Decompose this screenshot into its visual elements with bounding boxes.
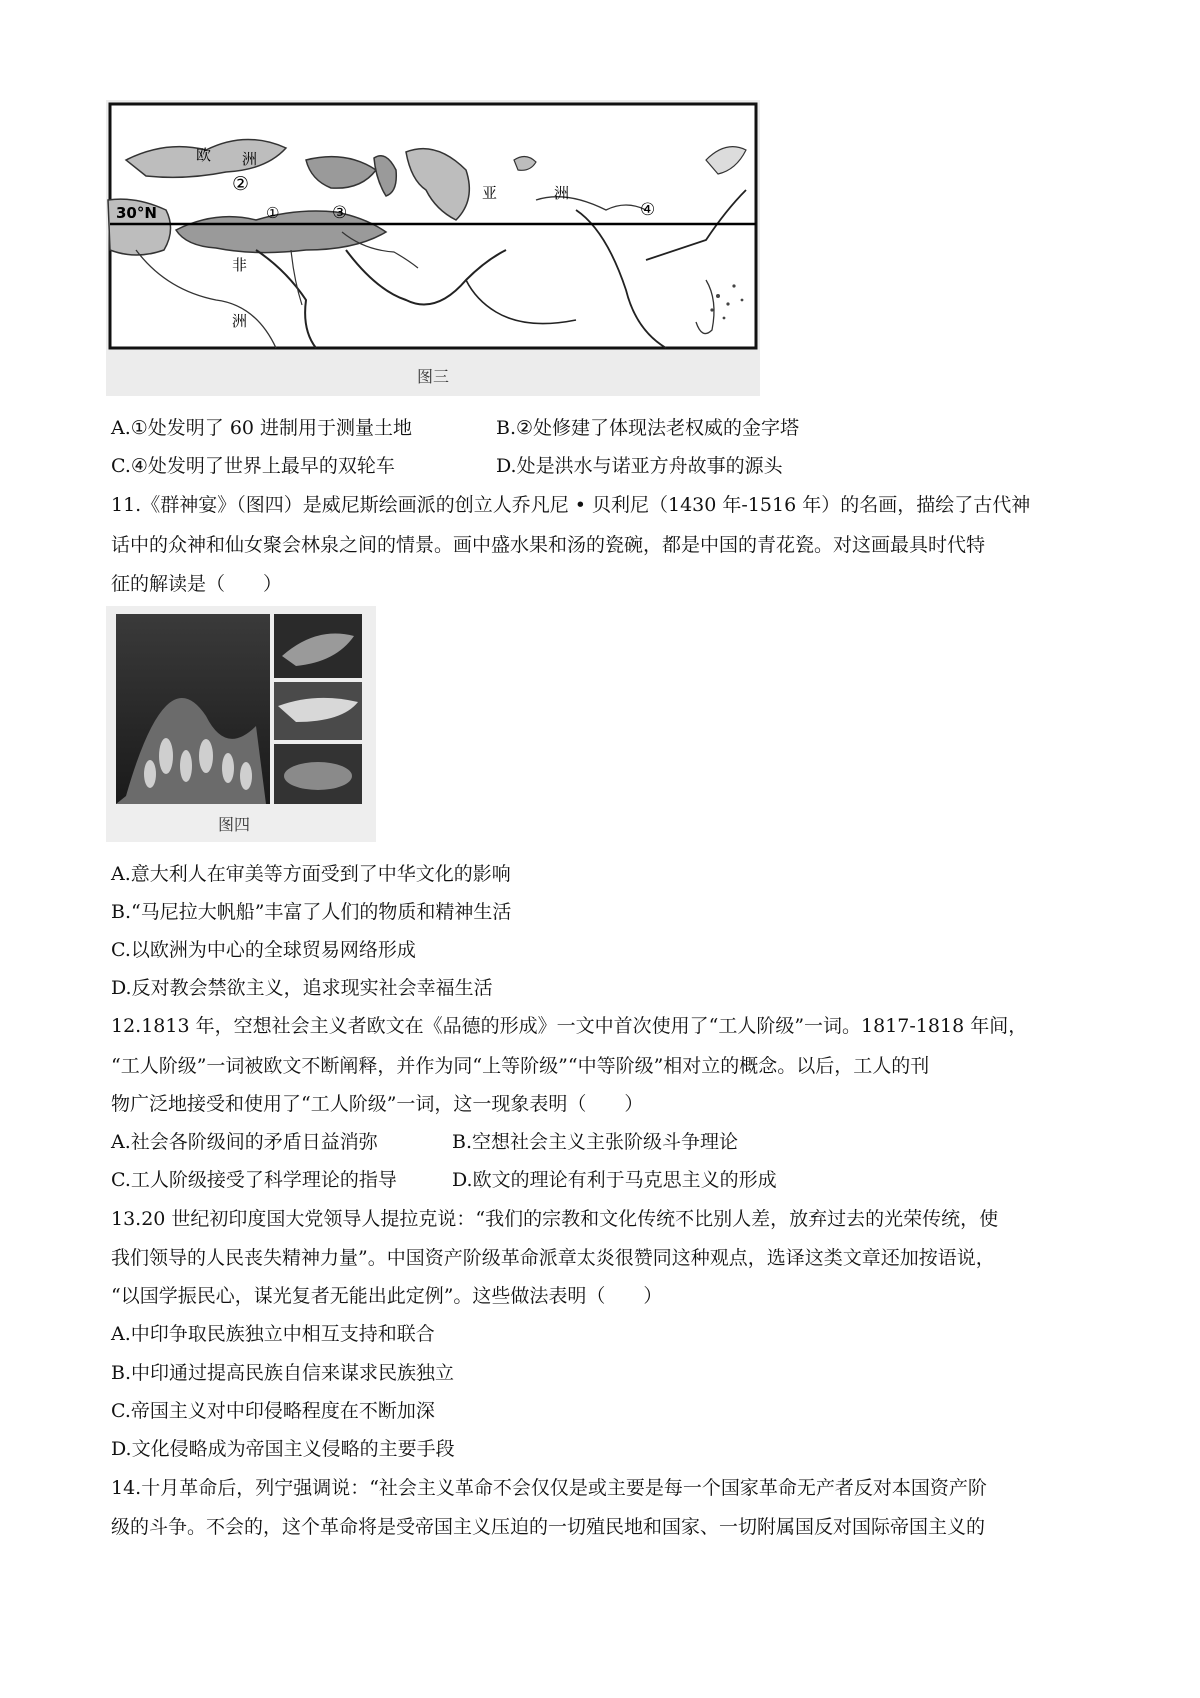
q11-option-c: C.以欧洲为中心的全球贸易网络形成: [111, 939, 416, 961]
q12-option-a: A.社会各阶级间的矛盾日益消弥: [111, 1131, 378, 1153]
q11-option-d: D.反对教会禁欲主义，追求现实社会幸福生活: [111, 977, 493, 999]
marker-2: ②: [232, 173, 250, 195]
q13-option-a: A.中印争取民族独立中相互支持和联合: [111, 1323, 435, 1345]
q11-option-a: A.意大利人在审美等方面受到了中华文化的影响: [111, 863, 511, 885]
q12-stem-line-1: 12.1813 年，空想社会主义者欧文在《品德的形成》一文中首次使用了“工人阶级”一词。1817-1818 年间，: [111, 1015, 1028, 1037]
q11-stem-line-3: 征的解读是（ ）: [111, 573, 283, 595]
q11-stem-line-1: 11.《群神宴》（图四）是威尼斯绘画派的创立人乔凡尼 • 贝利尼（1430 年-1516 年）的名画，描绘了古代神: [111, 494, 1031, 516]
q12-stem-line-2: “工人阶级”一词被欧文不断阐释，并作为同“上等阶级”“中等阶级”相对立的概念。以后，工人的刊: [111, 1055, 930, 1077]
q13-stem-line-1: 13.20 世纪初印度国大党领导人提拉克说：“我们的宗教和文化传统不比别人差，放弃过去的光荣传统，使: [111, 1208, 999, 1230]
q11-option-b: B.“马尼拉大帆船”丰富了人们的物质和精神生活: [111, 901, 512, 923]
q13-option-c: C.帝国主义对中印侵略程度在不断加深: [111, 1400, 435, 1422]
q10-option-b: B.②处修建了体现法老权威的金字塔: [496, 417, 800, 439]
q10-option-a: A.①处发明了 60 进制用于测量土地: [111, 417, 413, 439]
latitude-label: 30°N: [116, 204, 157, 222]
q12-option-b: B.空想社会主义主张阶级斗争理论: [452, 1131, 739, 1153]
q12-option-c: C.工人阶级接受了科学理论的指导: [111, 1169, 397, 1191]
q13-option-b: B.中印通过提高民族自信来谋求民族独立: [111, 1362, 455, 1384]
q10-option-c: C.④处发明了世界上最早的双轮车: [111, 455, 395, 477]
figure-3-map: [106, 100, 760, 396]
label-europe-1: 欧: [196, 146, 212, 164]
q13-stem-line-3: “以国学振民心，谋光复者无能出此定例”。这些做法表明（ ）: [111, 1285, 663, 1307]
marker-4: ④: [640, 200, 656, 220]
q13-stem-line-2: 我们领导的人民丧失精神力量”。中国资产阶级革命派章太炎很赞同这种观点，选译这类文章还加按语说，: [111, 1247, 995, 1269]
q10-option-d: D.处是洪水与诺亚方舟故事的源头: [496, 455, 783, 477]
q14-stem-line-2: 级的斗争。不会的，这个革命将是受帝国主义压迫的一切殖民地和国家、一切附属国反对国际帝国主义的: [111, 1516, 986, 1538]
q12-stem-line-3: 物广泛地接受和使用了“工人阶级”一词，这一现象表明（ ）: [111, 1093, 644, 1115]
painting-drawing: [106, 606, 376, 842]
label-africa-1: 非: [232, 256, 248, 274]
label-africa-2: 洲: [232, 312, 248, 330]
q12-option-d: D.欧文的理论有利于马克思主义的形成: [452, 1169, 777, 1191]
label-europe-2: 洲: [242, 150, 258, 168]
figure-3-caption: 图三: [416, 367, 449, 386]
q13-option-d: D.文化侵略成为帝国主义侵略的主要手段: [111, 1438, 455, 1460]
marker-3: ③: [332, 203, 348, 223]
q11-stem-line-2: 话中的众神和仙女聚会林泉之间的情景。画中盛水果和汤的瓷碗，都是中国的青花瓷。对这画最具时代特: [111, 534, 986, 556]
figure-4-painting: [106, 606, 376, 842]
marker-1: ①: [266, 204, 280, 222]
label-asia-1: 亚: [482, 184, 498, 202]
label-asia-2: 洲: [554, 184, 570, 202]
figure-4-caption: 图四: [217, 815, 250, 834]
map-drawing: [106, 100, 760, 396]
q14-stem-line-1: 14.十月革命后，列宁强调说：“社会主义革命不会仅仅是或主要是每一个国家革命无产者反对本国资产阶: [111, 1477, 987, 1499]
